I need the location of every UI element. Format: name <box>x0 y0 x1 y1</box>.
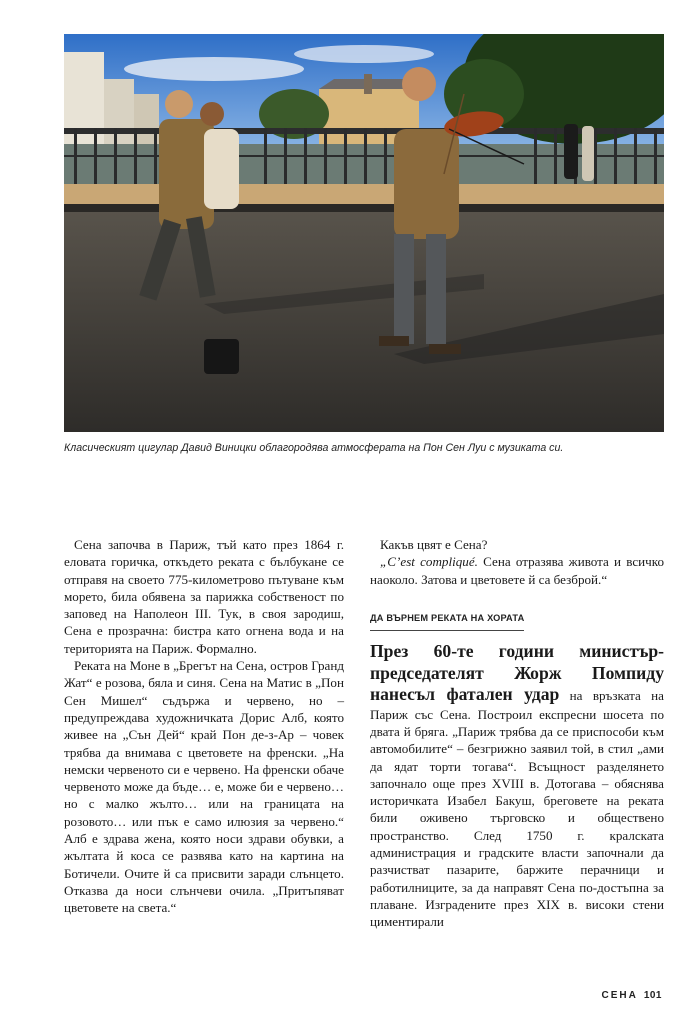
case <box>204 339 239 374</box>
lead-paragraph <box>370 641 664 930</box>
photo-caption: Класическият цигулар Давид Виницки облагородява атмосферата на Пон Сен Луи с музиката си. <box>64 442 564 454</box>
section-label: ДА ВЪРНЕМ РЕКАТА НА ХОРАТА <box>370 610 524 631</box>
lead-heading: През 60-те години министър-председателят Жорж Помпиду нанесъл фатален удар <box>370 641 664 705</box>
quote-italic: „C’est compliqué. <box>380 554 478 570</box>
running-section-title: СЕНА <box>601 990 638 1001</box>
page-footer <box>601 990 662 1001</box>
paragraph: Сена започва в Париж, тъй като през 1864 г. еловата горичка, откъдето реката с бълбукане се отправя на своето 775-километрово пътуване към морето, била обявена за парижка собственост по заповед на Наполеон III. Тук, в своя зародиш, Сена е прозрачна: бистра като огнена вода и на територията на Париж. Формално. <box>64 537 344 656</box>
violinist-photo-illustration <box>64 34 664 432</box>
quote-rest: Сена отразява живота и всичко наоколо. Затова и цветовете й са безброй.“ <box>370 554 665 587</box>
lead-body: на връзката на Париж със Сена. Построил експресни шосета по двата й бряга. „Париж трябва да се приспособи към автомобилите“ – безгрижно заявил той, в стил „ами да ядат торти тогава“. Всъщност разделянето започнало още през XVIII в. Дотогава – обяснява историчката Изабел Бакуш, бреговете на реката били оживено търговско и обществено пространство. След 1750 г. кралската администрация и градските власти започнали да разчистват пазарите, баржите перачници и работилниците, за да направят Сена по-достъпна за плаване. Изградените през XIX в. високи стени циментирали <box>370 688 664 930</box>
page-number: 101 <box>643 990 662 1001</box>
question-paragraph: Какъв цвят е Сена? <box>380 537 488 552</box>
left-column <box>64 536 344 917</box>
quote-paragraph <box>370 553 664 588</box>
paragraph: Реката на Моне в „Брегът на Сена, остров Гранд Жат“ е розова, бяла и синя. Сена на Матис в „Пон Сен Мишел“ съдържа и червено, но – предупреждава художничката Дорис Алб, която живее на „Сън Дей“ край Пон де-з-Ар – човек трябва да внимава с цветовете на френски. „На немски червеното си е червено. На френски обаче червеното може да бъде… е, може би е червено… но с малко жълто… или на границата на розовото… или пък е само илюзия за червено.“ Алб е здрава жена, която носи здрави обувки, а жълтата й коса се развява като на картина на Ботичели. Очите й са присвити заради слънцето. Отказва да носи слънчеви очила. „Притъпяват цветовете на света.“ <box>64 658 344 916</box>
hero-photo <box>64 34 664 432</box>
right-column <box>370 536 664 931</box>
